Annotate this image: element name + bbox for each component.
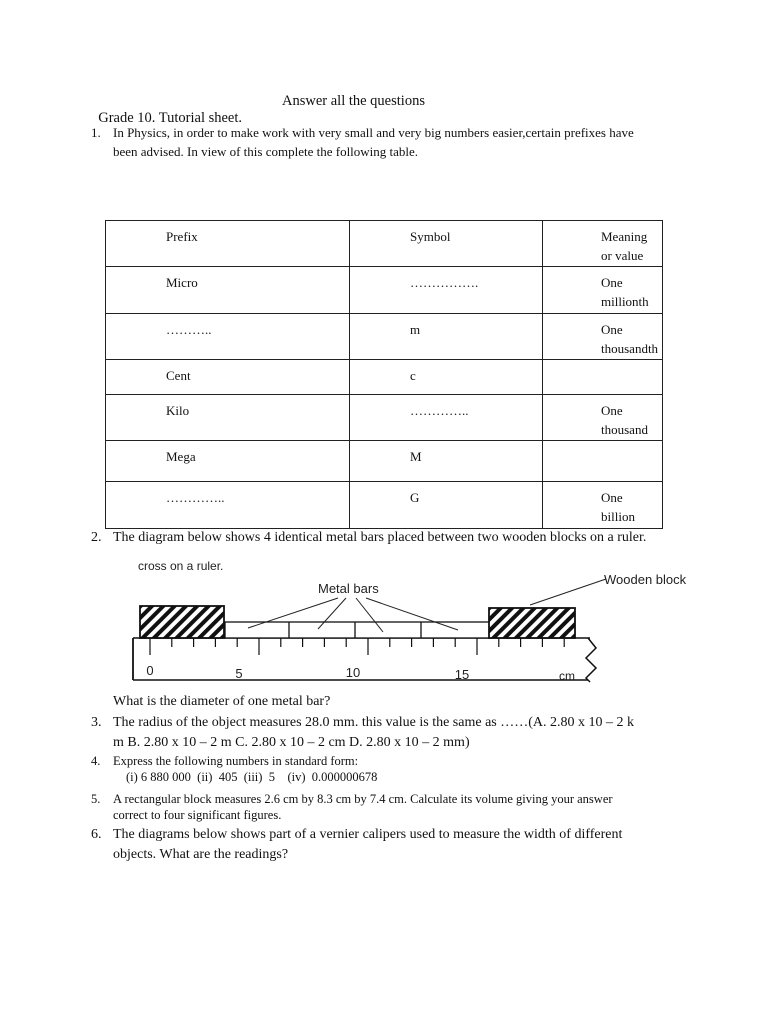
meaning-cell: One thousandth	[543, 314, 663, 360]
symbol-cell: …………..	[350, 395, 543, 441]
symbol-cell: M	[350, 441, 543, 482]
prefix-cell: ………..	[106, 314, 350, 360]
prefix-cell: Mega	[106, 441, 350, 482]
meaning-cell	[543, 441, 663, 482]
question-6	[91, 825, 691, 865]
question-number: 2.	[91, 530, 102, 545]
question-number: 6.	[91, 827, 102, 842]
question-number: 3.	[91, 715, 102, 730]
prefix-cell: Cent	[106, 360, 350, 395]
question-2	[91, 528, 691, 548]
symbol-cell: …………….	[350, 267, 543, 314]
question-line: What is the diameter of one metal bar?	[113, 694, 331, 709]
question-3	[91, 713, 691, 753]
question-line: objects. What are the readings?	[113, 847, 289, 862]
question-4	[91, 753, 691, 787]
header-symbol: Symbol	[350, 221, 543, 267]
table-row	[106, 314, 663, 360]
question-2-followup	[91, 692, 691, 712]
prefix-cell: Micro	[106, 267, 350, 314]
table-row	[106, 360, 663, 395]
question-line: A rectangular block measures 2.6 cm by 8.3 cm by 7.4 cm. Calculate its volume giving your answer	[113, 792, 613, 806]
prefix-cell: Kilo	[106, 395, 350, 441]
header-meaning: Meaning or value	[543, 221, 663, 267]
tick-label-15: 15	[454, 667, 470, 682]
meaning-cell: One thousand	[543, 395, 663, 441]
header-prefix: Prefix	[106, 221, 350, 267]
prefix-table	[105, 220, 663, 529]
unit-label: cm	[559, 669, 575, 683]
question-line: correct to four significant figures.	[113, 808, 282, 822]
sheet-instruction: Answer all the questions	[282, 93, 425, 109]
question-number: 5.	[91, 792, 101, 806]
question-line: Express the following numbers in standard form:	[113, 754, 359, 768]
question-1	[91, 123, 691, 163]
table-row	[106, 482, 663, 529]
wooden-block-label: Wooden block	[604, 572, 687, 587]
symbol-cell: m	[350, 314, 543, 360]
question-line: been advised. In view of this complete the following table.	[113, 144, 419, 159]
question-line: The radius of the object measures 28.0 mm. this value is the same as ……(A. 2.80 x 10 – 2 k	[113, 715, 635, 730]
wooden-block-right	[489, 608, 575, 638]
symbol-cell: c	[350, 360, 543, 395]
metal-bars	[225, 622, 490, 638]
ruler	[133, 638, 596, 682]
tick-label-0: 0	[146, 663, 154, 678]
question-line: m B. 2.80 x 10 – 2 m C. 2.80 x 10 – 2 cm D. 2.80 x 10 – 2 mm)	[113, 735, 470, 750]
meaning-cell: One billion	[543, 482, 663, 529]
ruler-diagram	[118, 558, 708, 693]
question-line: The diagram below shows 4 identical metal bars placed between two wooden blocks on a ruler.	[113, 530, 647, 545]
wooden-block-left	[140, 606, 224, 638]
tick-label-5: 5	[235, 666, 243, 681]
ruler-ticks	[150, 638, 564, 655]
question-number: 4.	[91, 754, 101, 768]
table-header-row	[106, 221, 663, 267]
question-number: 1.	[91, 125, 101, 140]
meaning-cell: One millionth	[543, 267, 663, 314]
question-line: (i) 6 880 000 (ii) 405 (iii) 5 (iv) 0.000000678	[126, 770, 378, 784]
table-row	[106, 441, 663, 482]
table-row	[106, 395, 663, 441]
question-5	[91, 791, 691, 825]
tick-label-10: 10	[345, 665, 361, 680]
sheet-title: Grade 10. Tutorial sheet.	[98, 110, 243, 126]
wooden-block-leader	[530, 579, 606, 605]
metal-bars-label: Metal bars	[318, 581, 379, 596]
question-line: The diagrams below shows part of a vernier calipers used to measure the width of different	[113, 827, 623, 842]
symbol-cell: G	[350, 482, 543, 529]
meaning-cell	[543, 360, 663, 395]
prefix-cell: …………..	[106, 482, 350, 529]
question-line: In Physics, in order to make work with very small and very big numbers easier,certain prefixes have	[113, 125, 634, 140]
caption-fragment: cross on a ruler.	[138, 559, 224, 573]
table-row	[106, 267, 663, 314]
